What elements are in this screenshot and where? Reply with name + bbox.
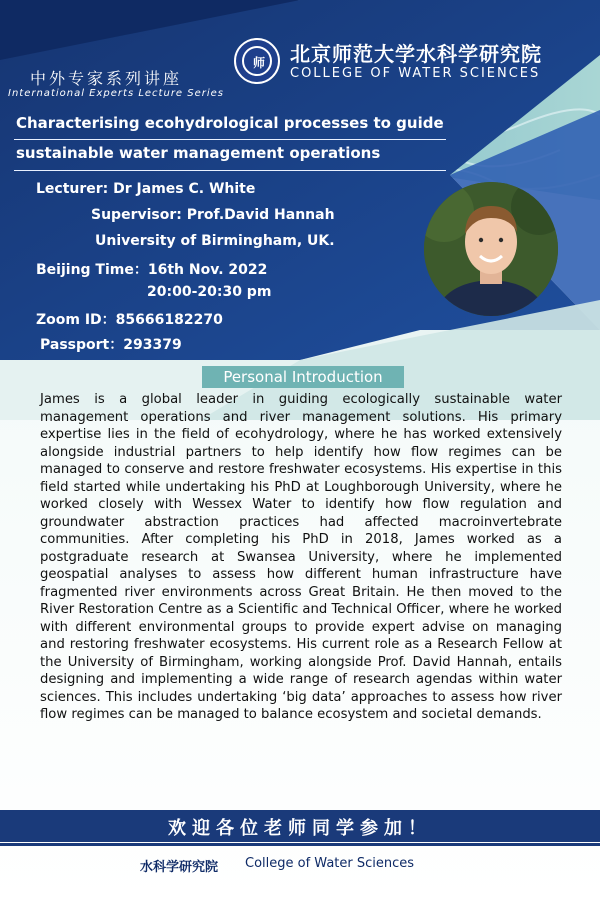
footer-divider bbox=[0, 843, 600, 846]
lecture-title-line1: Characterising ecohydrological processes to guide bbox=[16, 114, 444, 132]
welcome-text: 欢迎各位老师同学参加！ bbox=[168, 818, 432, 839]
footer-org-cn: 水科学研究院 bbox=[140, 860, 219, 875]
welcome-banner bbox=[0, 810, 600, 842]
lecturer-line: Lecturer: Dr James C. White bbox=[36, 181, 256, 197]
speaker-photo bbox=[424, 182, 558, 316]
time-range-line: 20:00-20:30 pm bbox=[147, 284, 272, 300]
speaker-biography: James is a global leader in guiding ecologically sustainable water management operations and river management solutions. His primary expertise lies in the field of ecohydrology, where he has worked extensively alongside industrial partners to help identify how flow regimes can be managed to conserve and restore freshwater ecosystems. His expertise in this field started while undertaking his PhD at Loughborough University, where he worked closely with Wessex Water to identify how flow regulation and groundwater abstraction practices had affected macroinvertebrate communities. After completing his PhD in 2018, James worked as a postgraduate research at Swansea University, where he implemented geospatial analyses to assess how different human infrastructure have fragmented river environments across Great Britain. He then moved to the River Restoration Centre as a Scientific and Technical Officer, where he worked with different environmental groups to provide expert advise on managing and restoring freshwater ecosystems. His current role as a Research Fellow at the University of Birmingham, working alongside Prof. David Hannah, entails designing and implementing a wide range of research agendas within water sciences. This includes undertaking ‘big data’ approaches to assess how river flow regimes can be managed to balance ecosystem and societal demands. bbox=[40, 392, 562, 722]
passport-line: Passport：293379 bbox=[40, 337, 182, 353]
lecture-title-line2: sustainable water management operations bbox=[16, 144, 381, 162]
zoom-id-line: Zoom ID：85666182270 bbox=[36, 312, 223, 328]
series-title-en: International Experts Lecture Series bbox=[8, 88, 225, 99]
university-name-cn: 北京师范大学水科学研究院 bbox=[290, 42, 542, 66]
series-title-cn: 中外专家系列讲座 bbox=[30, 69, 183, 88]
section-label-personal-introduction: Personal Introduction bbox=[202, 366, 404, 388]
affiliation-line: University of Birmingham, UK. bbox=[95, 233, 335, 249]
university-seal-icon: 师 bbox=[234, 38, 280, 84]
title-divider bbox=[14, 170, 446, 171]
beijing-time-line: Beijing Time：16th Nov. 2022 bbox=[36, 262, 268, 278]
university-name-en: COLLEGE OF WATER SCIENCES bbox=[290, 66, 541, 81]
supervisor-line: Supervisor: Prof.David Hannah bbox=[91, 207, 335, 223]
title-divider bbox=[14, 139, 446, 140]
footer-org-en: College of Water Sciences bbox=[245, 856, 415, 871]
